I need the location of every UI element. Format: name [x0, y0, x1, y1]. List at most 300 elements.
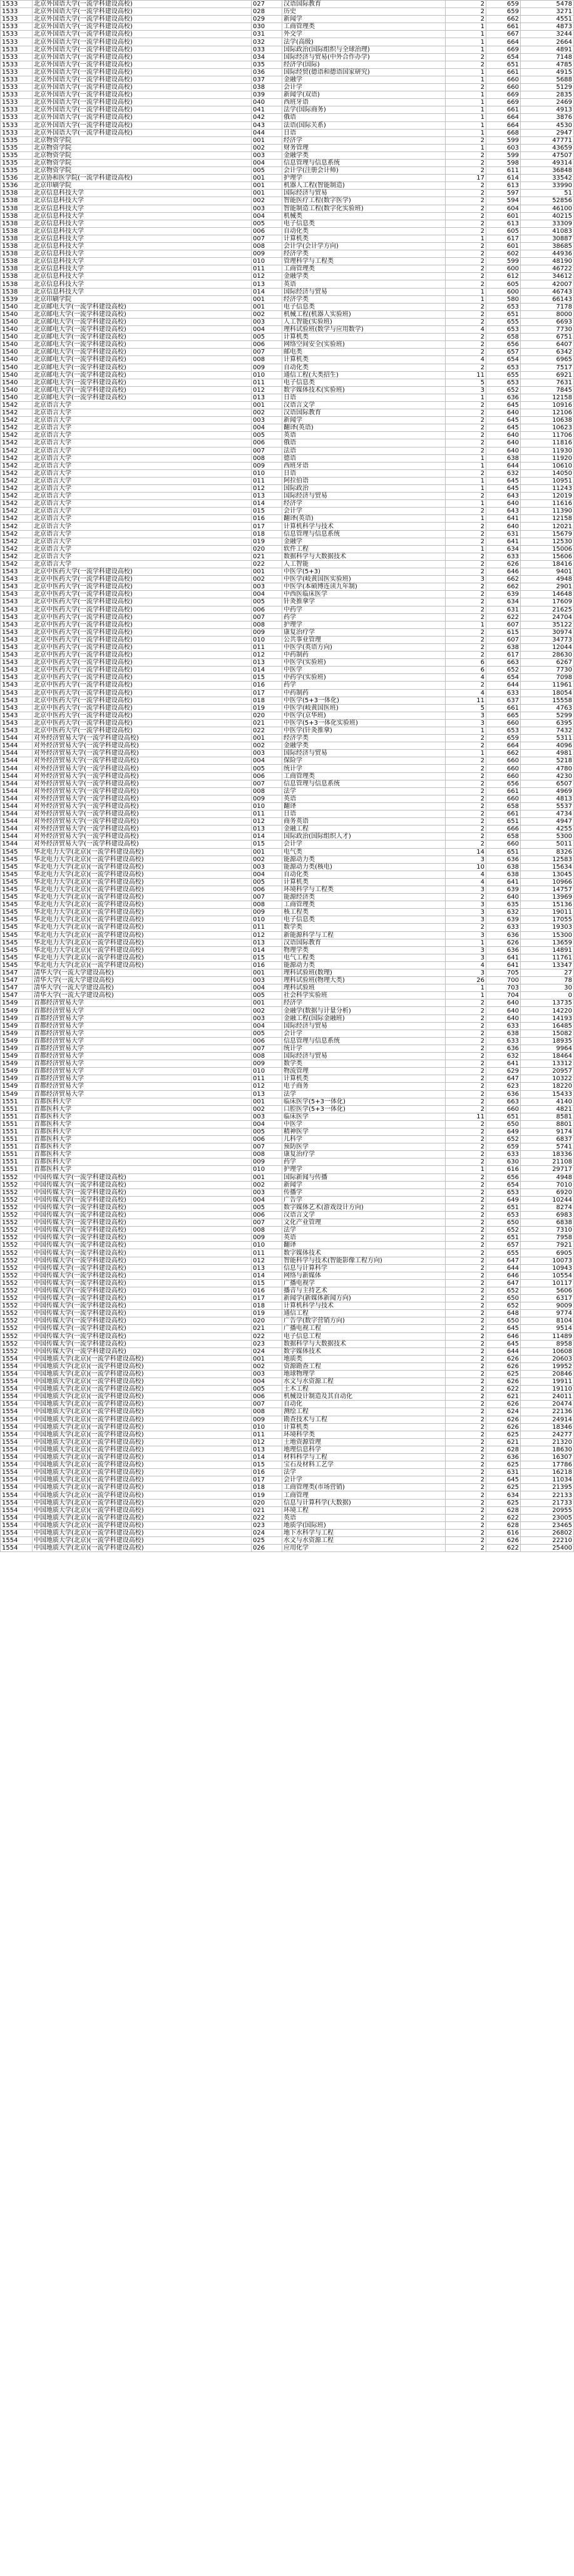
major-code-cell[interactable]: 010 — [252, 1166, 282, 1173]
major-code-cell[interactable]: 007 — [252, 235, 282, 242]
major-name-cell[interactable]: 信息与计算科学 — [282, 1264, 446, 1272]
school-code-cell[interactable]: 1535 — [1, 136, 33, 144]
min-score-cell[interactable]: 653 — [486, 303, 521, 310]
min-score-cell[interactable]: 661 — [486, 787, 521, 795]
major-name-cell[interactable]: 翻译 — [282, 802, 446, 810]
school-code-cell[interactable]: 1545 — [1, 848, 33, 856]
school-name-cell[interactable]: 北京语言大学 — [33, 417, 252, 424]
major-code-cell[interactable]: 005 — [252, 878, 282, 886]
min-score-cell[interactable]: 628 — [486, 1521, 521, 1529]
min-rank-cell[interactable]: 24914 — [521, 1416, 574, 1423]
major-code-cell[interactable]: 024 — [252, 1529, 282, 1536]
min-rank-cell[interactable]: 6983 — [521, 1212, 574, 1219]
major-code-cell[interactable]: 027 — [252, 1, 282, 8]
plan-count-cell[interactable]: 2 — [446, 205, 486, 212]
school-name-cell[interactable]: 北京语言大学 — [33, 560, 252, 568]
school-name-cell[interactable]: 北京中医药大学(一流学科建设高校) — [33, 697, 252, 704]
min-score-cell[interactable]: 626 — [486, 1362, 521, 1370]
school-name-cell[interactable]: 北京邮电大学(一流学科建设高校) — [33, 356, 252, 364]
major-name-cell[interactable]: 网络空间安全(实验班) — [282, 341, 446, 349]
school-code-cell[interactable]: 1544 — [1, 742, 33, 750]
min-score-cell[interactable]: 640 — [486, 1015, 521, 1022]
school-name-cell[interactable]: 北京印刷学院 — [33, 295, 252, 303]
school-code-cell[interactable]: 1554 — [1, 1408, 33, 1416]
major-code-cell[interactable]: 028 — [252, 8, 282, 16]
school-code-cell[interactable]: 1533 — [1, 31, 33, 38]
school-name-cell[interactable]: 中国传媒大学(一流学科建设高校) — [33, 1219, 252, 1227]
school-code-cell[interactable]: 1552 — [1, 1295, 33, 1302]
major-name-cell[interactable]: 金融学类 — [282, 742, 446, 750]
major-name-cell[interactable]: 英语 — [282, 432, 446, 439]
min-rank-cell[interactable]: 4821 — [521, 1105, 574, 1113]
major-code-cell[interactable]: 007 — [252, 894, 282, 901]
major-code-cell[interactable]: 023 — [252, 1521, 282, 1529]
school-name-cell[interactable]: 北京信息科技大学 — [33, 197, 252, 205]
school-name-cell[interactable]: 北京中医药大学(一流学科建设高校) — [33, 568, 252, 576]
major-name-cell[interactable]: 翻译 — [282, 1242, 446, 1249]
major-name-cell[interactable]: 金融工程(国际金融班) — [282, 1015, 446, 1022]
school-name-cell[interactable]: 北京外国语大学(一流学科建设高校) — [33, 129, 252, 136]
major-name-cell[interactable]: 法学 — [282, 787, 446, 795]
plan-count-cell[interactable]: 6 — [446, 659, 486, 667]
min-score-cell[interactable]: 658 — [486, 833, 521, 841]
major-code-cell[interactable]: 009 — [252, 1158, 282, 1166]
plan-count-cell[interactable]: 2 — [446, 1347, 486, 1355]
plan-count-cell[interactable]: 2 — [446, 652, 486, 659]
major-code-cell[interactable]: 009 — [252, 364, 282, 371]
school-code-cell[interactable]: 1543 — [1, 628, 33, 636]
major-name-cell[interactable]: 预防医学 — [282, 1143, 446, 1151]
min-score-cell[interactable]: 669 — [486, 99, 521, 106]
major-code-cell[interactable]: 016 — [252, 515, 282, 523]
school-name-cell[interactable]: 北京中医药大学(一流学科建设高校) — [33, 598, 252, 606]
min-score-cell[interactable]: 659 — [486, 1143, 521, 1151]
min-rank-cell[interactable]: 33309 — [521, 220, 574, 227]
major-code-cell[interactable]: 011 — [252, 643, 282, 651]
school-name-cell[interactable]: 首都经济贸易大学 — [33, 1022, 252, 1030]
plan-count-cell[interactable]: 2 — [446, 757, 486, 765]
plan-count-cell[interactable]: 1 — [446, 31, 486, 38]
min-rank-cell[interactable]: 7631 — [521, 379, 574, 386]
plan-count-cell[interactable]: 5 — [446, 379, 486, 386]
min-rank-cell[interactable]: 7432 — [521, 727, 574, 735]
school-name-cell[interactable]: 北京外国语大学(一流学科建设高校) — [33, 46, 252, 53]
major-code-cell[interactable]: 014 — [252, 833, 282, 841]
min-score-cell[interactable]: 651 — [486, 848, 521, 856]
min-rank-cell[interactable]: 15634 — [521, 863, 574, 871]
major-name-cell[interactable]: 英语 — [282, 1234, 446, 1242]
school-name-cell[interactable]: 北京信息科技大学 — [33, 258, 252, 265]
school-code-cell[interactable]: 1547 — [1, 992, 33, 999]
min-score-cell[interactable]: 626 — [486, 560, 521, 568]
school-code-cell[interactable]: 1536 — [1, 182, 33, 190]
major-name-cell[interactable]: 水文与水资源工程 — [282, 1537, 446, 1545]
school-name-cell[interactable]: 首都医科大学 — [33, 1166, 252, 1173]
major-code-cell[interactable]: 032 — [252, 38, 282, 46]
school-code-cell[interactable]: 1543 — [1, 621, 33, 628]
major-name-cell[interactable]: 汉语言文学 — [282, 401, 446, 409]
plan-count-cell[interactable]: 2 — [446, 1212, 486, 1219]
school-code-cell[interactable]: 1554 — [1, 1499, 33, 1506]
school-code-cell[interactable]: 1552 — [1, 1310, 33, 1317]
major-code-cell[interactable]: 014 — [252, 667, 282, 674]
school-name-cell[interactable]: 北京语言大学 — [33, 530, 252, 538]
min-score-cell[interactable]: 628 — [486, 1506, 521, 1514]
school-code-cell[interactable]: 1538 — [1, 227, 33, 235]
plan-count-cell[interactable]: 2 — [446, 1242, 486, 1249]
school-name-cell[interactable]: 清华大学(一流大学建设高校) — [33, 969, 252, 977]
min-score-cell[interactable]: 658 — [486, 334, 521, 341]
major-name-cell[interactable]: 康复治疗学 — [282, 628, 446, 636]
min-rank-cell[interactable]: 41083 — [521, 227, 574, 235]
school-name-cell[interactable]: 北京语言大学 — [33, 538, 252, 545]
major-name-cell[interactable]: 计算机科学与技术 — [282, 1302, 446, 1310]
plan-count-cell[interactable]: 2 — [446, 1053, 486, 1060]
major-name-cell[interactable]: 地球物理学 — [282, 1370, 446, 1377]
min-rank-cell[interactable]: 47771 — [521, 136, 574, 144]
min-rank-cell[interactable]: 4140 — [521, 1098, 574, 1105]
major-code-cell[interactable]: 003 — [252, 205, 282, 212]
min-score-cell[interactable]: 633 — [486, 1037, 521, 1045]
min-score-cell[interactable]: 651 — [486, 818, 521, 825]
school-name-cell[interactable]: 北京语言大学 — [33, 401, 252, 409]
min-rank-cell[interactable]: 21625 — [521, 606, 574, 613]
min-score-cell[interactable]: 641 — [486, 515, 521, 523]
plan-count-cell[interactable]: 2 — [446, 628, 486, 636]
plan-count-cell[interactable]: 1 — [446, 114, 486, 121]
major-name-cell[interactable]: 法学(国际商务) — [282, 106, 446, 114]
min-rank-cell[interactable]: 9514 — [521, 1325, 574, 1332]
school-name-cell[interactable]: 北京语言大学 — [33, 432, 252, 439]
major-name-cell[interactable]: 电气工程类 — [282, 954, 446, 961]
school-code-cell[interactable]: 1542 — [1, 553, 33, 560]
major-code-cell[interactable]: 043 — [252, 121, 282, 129]
school-code-cell[interactable]: 1543 — [1, 689, 33, 697]
min-score-cell[interactable]: 659 — [486, 735, 521, 742]
major-name-cell[interactable]: 国际政治 — [282, 485, 446, 493]
min-score-cell[interactable]: 654 — [486, 53, 521, 61]
school-name-cell[interactable]: 北京语言大学 — [33, 409, 252, 417]
school-name-cell[interactable]: 对外经济贸易大学(一流学科建设高校) — [33, 802, 252, 810]
major-name-cell[interactable]: 中医学(岐黄国医班) — [282, 704, 446, 712]
school-name-cell[interactable]: 首都经济贸易大学 — [33, 1083, 252, 1090]
major-code-cell[interactable]: 007 — [252, 1143, 282, 1151]
major-code-cell[interactable]: 006 — [252, 1037, 282, 1045]
min-rank-cell[interactable]: 12158 — [521, 515, 574, 523]
min-rank-cell[interactable]: 46722 — [521, 265, 574, 273]
school-code-cell[interactable]: 1533 — [1, 91, 33, 99]
plan-count-cell[interactable]: 1 — [446, 515, 486, 523]
major-code-cell[interactable]: 041 — [252, 106, 282, 114]
major-name-cell[interactable]: 康复治疗学 — [282, 1151, 446, 1158]
school-name-cell[interactable]: 北京信息科技大学 — [33, 265, 252, 273]
school-name-cell[interactable]: 首都经济贸易大学 — [33, 1007, 252, 1015]
min-score-cell[interactable]: 600 — [486, 265, 521, 273]
min-score-cell[interactable]: 601 — [486, 212, 521, 220]
major-name-cell[interactable]: 英语 — [282, 795, 446, 802]
min-score-cell[interactable]: 628 — [486, 1446, 521, 1453]
plan-count-cell[interactable]: 2 — [446, 1476, 486, 1484]
school-code-cell[interactable]: 1544 — [1, 772, 33, 780]
min-rank-cell[interactable]: 14757 — [521, 886, 574, 893]
school-code-cell[interactable]: 1547 — [1, 969, 33, 977]
plan-count-cell[interactable]: 2 — [446, 303, 486, 310]
min-score-cell[interactable]: 641 — [486, 538, 521, 545]
min-score-cell[interactable]: 645 — [486, 401, 521, 409]
min-rank-cell[interactable]: 12158 — [521, 394, 574, 401]
min-rank-cell[interactable]: 12530 — [521, 538, 574, 545]
min-score-cell[interactable]: 663 — [486, 1098, 521, 1105]
school-name-cell[interactable]: 中国传媒大学(一流学科建设高校) — [33, 1242, 252, 1249]
plan-count-cell[interactable]: 2 — [446, 1045, 486, 1052]
major-code-cell[interactable]: 037 — [252, 76, 282, 83]
school-name-cell[interactable]: 北京外国语大学(一流学科建设高校) — [33, 114, 252, 121]
school-code-cell[interactable]: 1538 — [1, 273, 33, 280]
major-code-cell[interactable]: 012 — [252, 1083, 282, 1090]
min-score-cell[interactable]: 661 — [486, 23, 521, 31]
min-score-cell[interactable]: 644 — [486, 682, 521, 689]
min-rank-cell[interactable]: 22210 — [521, 1537, 574, 1545]
major-name-cell[interactable]: 翻译(英语) — [282, 515, 446, 523]
min-rank-cell[interactable]: 30974 — [521, 628, 574, 636]
plan-count-cell[interactable]: 2 — [446, 818, 486, 825]
plan-count-cell[interactable]: 2 — [446, 243, 486, 250]
min-score-cell[interactable]: 640 — [486, 894, 521, 901]
school-name-cell[interactable]: 首都经济贸易大学 — [33, 1068, 252, 1075]
school-name-cell[interactable]: 对外经济贸易大学(一流学科建设高校) — [33, 742, 252, 750]
major-code-cell[interactable]: 005 — [252, 1030, 282, 1037]
min-score-cell[interactable]: 641 — [486, 954, 521, 961]
plan-count-cell[interactable]: 1 — [446, 295, 486, 303]
major-name-cell[interactable]: 金融学类 — [282, 273, 446, 280]
min-rank-cell[interactable]: 5311 — [521, 735, 574, 742]
school-name-cell[interactable]: 中国地质大学(北京)(一流学科建设高校) — [33, 1416, 252, 1423]
min-rank-cell[interactable]: 15300 — [521, 931, 574, 939]
plan-count-cell[interactable]: 2 — [446, 167, 486, 175]
school-code-cell[interactable]: 1540 — [1, 349, 33, 356]
min-rank-cell[interactable]: 30887 — [521, 235, 574, 242]
major-name-cell[interactable]: 历史 — [282, 8, 446, 16]
min-score-cell[interactable]: 653 — [486, 1212, 521, 1219]
min-score-cell[interactable]: 631 — [486, 606, 521, 613]
school-code-cell[interactable]: 1552 — [1, 1279, 33, 1287]
major-name-cell[interactable]: 数字媒体艺术(游戏设计方向) — [282, 1204, 446, 1211]
school-code-cell[interactable]: 1542 — [1, 485, 33, 493]
min-score-cell[interactable]: 599 — [486, 258, 521, 265]
major-code-cell[interactable]: 010 — [252, 802, 282, 810]
min-score-cell[interactable]: 665 — [486, 712, 521, 719]
major-code-cell[interactable]: 017 — [252, 689, 282, 697]
min-score-cell[interactable]: 626 — [486, 1355, 521, 1362]
school-code-cell[interactable]: 1543 — [1, 704, 33, 712]
min-rank-cell[interactable]: 11489 — [521, 1332, 574, 1340]
major-code-cell[interactable]: 031 — [252, 31, 282, 38]
plan-count-cell[interactable]: 2 — [446, 1, 486, 8]
min-score-cell[interactable]: 633 — [486, 1151, 521, 1158]
plan-count-cell[interactable]: 2 — [446, 1068, 486, 1075]
major-name-cell[interactable]: 国际经济与贸易 — [282, 750, 446, 757]
school-code-cell[interactable]: 1549 — [1, 1083, 33, 1090]
min-score-cell[interactable]: 669 — [486, 46, 521, 53]
min-rank-cell[interactable]: 18935 — [521, 1037, 574, 1045]
min-score-cell[interactable]: 664 — [486, 114, 521, 121]
major-name-cell[interactable]: 广播电视学 — [282, 1279, 446, 1287]
min-rank-cell[interactable]: 6317 — [521, 1295, 574, 1302]
plan-count-cell[interactable]: 1 — [446, 91, 486, 99]
major-name-cell[interactable]: 经济学类 — [282, 295, 446, 303]
major-name-cell[interactable]: 儿科学 — [282, 1136, 446, 1143]
school-name-cell[interactable]: 中国传媒大学(一流学科建设高校) — [33, 1257, 252, 1264]
min-score-cell[interactable]: 629 — [486, 1068, 521, 1075]
min-rank-cell[interactable]: 13735 — [521, 999, 574, 1007]
major-name-cell[interactable]: 法语(国际关系) — [282, 121, 446, 129]
major-name-cell[interactable]: 土地资源管理 — [282, 1438, 446, 1446]
school-name-cell[interactable]: 北京中医药大学(一流学科建设高校) — [33, 712, 252, 719]
school-code-cell[interactable]: 1549 — [1, 1075, 33, 1083]
plan-count-cell[interactable]: 2 — [446, 424, 486, 432]
school-code-cell[interactable]: 1542 — [1, 432, 33, 439]
school-name-cell[interactable]: 北京外国语大学(一流学科建设高校) — [33, 8, 252, 16]
plan-count-cell[interactable]: 2 — [446, 318, 486, 325]
major-code-cell[interactable]: 009 — [252, 628, 282, 636]
min-score-cell[interactable]: 636 — [486, 1045, 521, 1052]
plan-count-cell[interactable]: 3 — [446, 916, 486, 924]
plan-count-cell[interactable]: 2 — [446, 894, 486, 901]
school-name-cell[interactable]: 中国地质大学(北京)(一流学科建设高校) — [33, 1386, 252, 1393]
school-code-cell[interactable]: 1554 — [1, 1401, 33, 1408]
school-code-cell[interactable]: 1535 — [1, 167, 33, 175]
min-score-cell[interactable]: 662 — [486, 16, 521, 23]
min-score-cell[interactable]: 640 — [486, 439, 521, 447]
school-code-cell[interactable]: 1539 — [1, 295, 33, 303]
major-name-cell[interactable]: 中医学(岐黄国医实验班) — [282, 576, 446, 583]
min-rank-cell[interactable]: 34773 — [521, 636, 574, 643]
min-rank-cell[interactable]: 43659 — [521, 144, 574, 151]
major-code-cell[interactable]: 004 — [252, 326, 282, 334]
major-name-cell[interactable]: 宝石及材料工艺学 — [282, 1461, 446, 1469]
min-rank-cell[interactable]: 48190 — [521, 258, 574, 265]
min-rank-cell[interactable]: 6267 — [521, 659, 574, 667]
school-code-cell[interactable]: 1545 — [1, 946, 33, 954]
school-name-cell[interactable]: 中国地质大学(北京)(一流学科建设高校) — [33, 1537, 252, 1545]
major-code-cell[interactable]: 022 — [252, 1332, 282, 1340]
min-rank-cell[interactable]: 8801 — [521, 1120, 574, 1128]
major-code-cell[interactable]: 011 — [252, 1249, 282, 1257]
plan-count-cell[interactable]: 14 — [446, 848, 486, 856]
school-name-cell[interactable]: 北京外国语大学(一流学科建设高校) — [33, 68, 252, 76]
min-rank-cell[interactable]: 11706 — [521, 432, 574, 439]
plan-count-cell[interactable]: 2 — [446, 1454, 486, 1461]
major-name-cell[interactable]: 机械类 — [282, 212, 446, 220]
school-name-cell[interactable]: 北京语言大学 — [33, 439, 252, 447]
major-code-cell[interactable]: 013 — [252, 939, 282, 946]
min-score-cell[interactable]: 660 — [486, 841, 521, 848]
min-rank-cell[interactable]: 11761 — [521, 954, 574, 961]
major-name-cell[interactable]: 商务英语 — [282, 818, 446, 825]
plan-count-cell[interactable]: 1 — [446, 477, 486, 484]
major-code-cell[interactable]: 020 — [252, 1317, 282, 1325]
school-code-cell[interactable]: 1544 — [1, 787, 33, 795]
major-name-cell[interactable]: 日语 — [282, 469, 446, 477]
school-code-cell[interactable]: 1545 — [1, 961, 33, 969]
school-name-cell[interactable]: 对外经济贸易大学(一流学科建设高校) — [33, 810, 252, 818]
min-score-cell[interactable]: 638 — [486, 863, 521, 871]
major-code-cell[interactable]: 018 — [252, 1302, 282, 1310]
major-code-cell[interactable]: 011 — [252, 379, 282, 386]
plan-count-cell[interactable]: 2 — [446, 1219, 486, 1227]
min-score-cell[interactable]: 599 — [486, 136, 521, 144]
major-name-cell[interactable]: 广播电视工程 — [282, 1325, 446, 1332]
min-rank-cell[interactable]: 14220 — [521, 1007, 574, 1015]
major-code-cell[interactable]: 010 — [252, 371, 282, 379]
min-rank-cell[interactable]: 4915 — [521, 68, 574, 76]
school-code-cell[interactable]: 1551 — [1, 1166, 33, 1173]
min-score-cell[interactable]: 652 — [486, 1302, 521, 1310]
major-code-cell[interactable]: 019 — [252, 1491, 282, 1499]
school-code-cell[interactable]: 1543 — [1, 576, 33, 583]
major-code-cell[interactable]: 018 — [252, 1484, 282, 1491]
plan-count-cell[interactable]: 2 — [446, 1204, 486, 1211]
school-name-cell[interactable]: 中国传媒大学(一流学科建设高校) — [33, 1188, 252, 1196]
school-name-cell[interactable]: 对外经济贸易大学(一流学科建设高校) — [33, 841, 252, 848]
school-code-cell[interactable]: 1533 — [1, 1, 33, 8]
major-name-cell[interactable]: 中医学 — [282, 667, 446, 674]
plan-count-cell[interactable]: 2 — [446, 220, 486, 227]
school-name-cell[interactable]: 对外经济贸易大学(一流学科建设高校) — [33, 795, 252, 802]
plan-count-cell[interactable]: 2 — [446, 1340, 486, 1347]
major-name-cell[interactable]: 信息管理与信息系统 — [282, 780, 446, 787]
min-score-cell[interactable]: 656 — [486, 341, 521, 349]
major-name-cell[interactable]: 经济学类 — [282, 250, 446, 258]
plan-count-cell[interactable]: 2 — [446, 447, 486, 454]
min-score-cell[interactable]: 622 — [486, 1545, 521, 1552]
major-code-cell[interactable]: 011 — [252, 477, 282, 484]
major-name-cell[interactable]: 水文与水资源工程 — [282, 1378, 446, 1386]
min-score-cell[interactable]: 650 — [486, 1219, 521, 1227]
min-score-cell[interactable]: 625 — [486, 1499, 521, 1506]
min-score-cell[interactable]: 660 — [486, 772, 521, 780]
min-score-cell[interactable]: 634 — [486, 598, 521, 606]
min-rank-cell[interactable]: 18464 — [521, 1053, 574, 1060]
major-code-cell[interactable]: 007 — [252, 1219, 282, 1227]
major-code-cell[interactable]: 003 — [252, 318, 282, 325]
min-rank-cell[interactable]: 6407 — [521, 341, 574, 349]
school-name-cell[interactable]: 北京邮电大学(一流学科建设高校) — [33, 310, 252, 318]
min-score-cell[interactable]: 604 — [486, 205, 521, 212]
major-name-cell[interactable]: 经济学类 — [282, 735, 446, 742]
plan-count-cell[interactable]: 2 — [446, 735, 486, 742]
school-code-cell[interactable]: 1538 — [1, 265, 33, 273]
school-code-cell[interactable]: 1533 — [1, 99, 33, 106]
plan-count-cell[interactable]: 2 — [446, 772, 486, 780]
major-code-cell[interactable]: 016 — [252, 1469, 282, 1476]
major-name-cell[interactable]: 经济学 — [282, 999, 446, 1007]
school-name-cell[interactable]: 中国地质大学(北京)(一流学科建设高校) — [33, 1514, 252, 1521]
major-code-cell[interactable]: 004 — [252, 871, 282, 878]
min-rank-cell[interactable]: 10623 — [521, 424, 574, 432]
min-score-cell[interactable]: 612 — [486, 273, 521, 280]
major-name-cell[interactable]: 会计学 — [282, 1030, 446, 1037]
plan-count-cell[interactable]: 2 — [446, 1105, 486, 1113]
min-score-cell[interactable]: 667 — [486, 31, 521, 38]
school-name-cell[interactable]: 中国传媒大学(一流学科建设高校) — [33, 1325, 252, 1332]
school-code-cell[interactable]: 1554 — [1, 1461, 33, 1469]
major-code-cell[interactable]: 010 — [252, 469, 282, 477]
min-score-cell[interactable]: 634 — [486, 545, 521, 553]
major-code-cell[interactable]: 001 — [252, 182, 282, 190]
min-rank-cell[interactable]: 34612 — [521, 273, 574, 280]
school-name-cell[interactable]: 北京中医药大学(一流学科建设高校) — [33, 636, 252, 643]
